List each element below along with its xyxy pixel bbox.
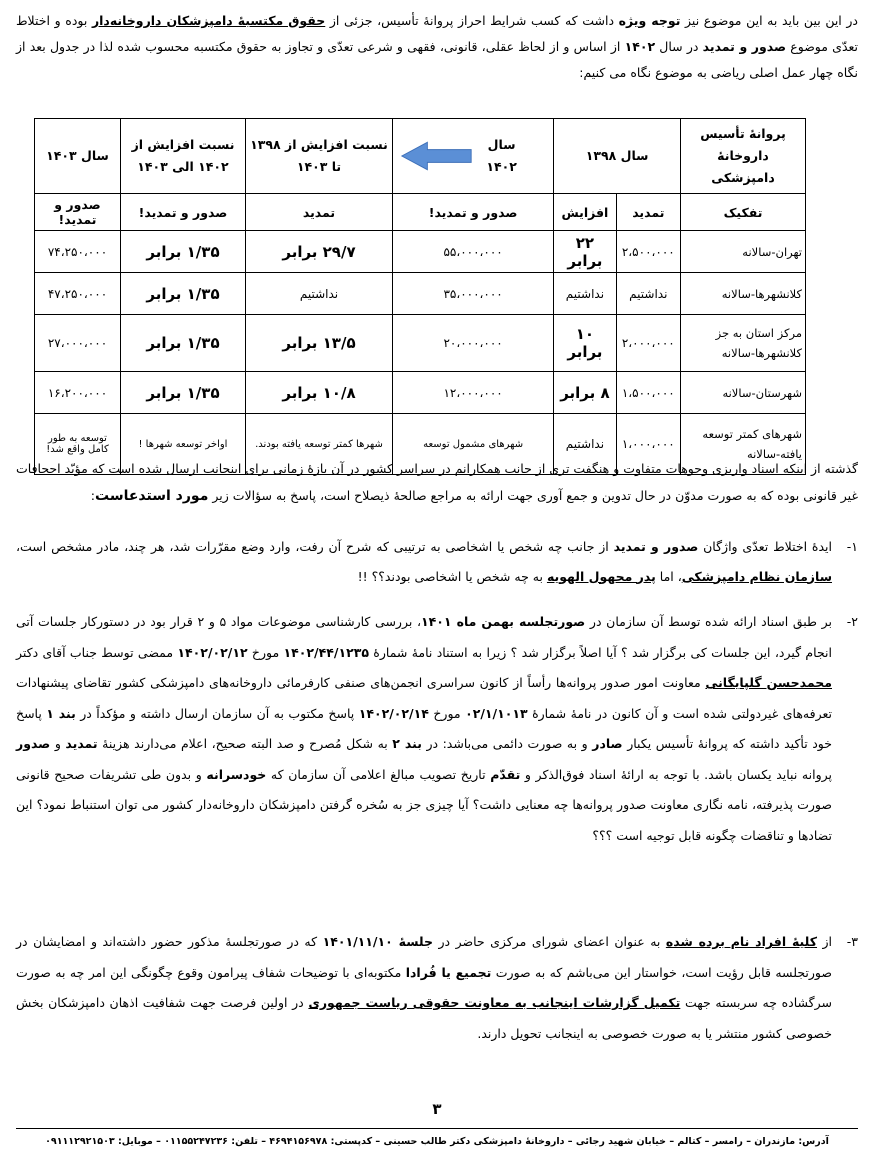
cell-increase: نداشتیم xyxy=(554,414,616,475)
subheader-increase: افزایش xyxy=(554,194,616,231)
cell-ratio-b: ۱/۳۵ برابر xyxy=(120,273,245,315)
header-category: پروانهٔ تأسیس داروخانهٔ دامپزشکی xyxy=(681,119,806,194)
row-label: تهران-سالانه xyxy=(681,231,806,273)
cell-1403: ۷۴،۲۵۰،۰۰۰ xyxy=(35,231,121,273)
item-number: ۱- xyxy=(846,539,858,554)
cell-1398: ۱،۰۰۰،۰۰۰ xyxy=(616,414,680,475)
cell-ratio-a: ۱۰/۸ برابر xyxy=(245,372,392,414)
table-row xyxy=(35,315,806,372)
cell-1402: ۲۰،۰۰۰،۰۰۰ xyxy=(392,315,553,372)
footer-address: آدرس: مازندران – رامسر – کتالم – خیابان شهید رجائی – داروخانهٔ دامپزشکی دکتر طالب حسینی – کدپستی: ۴۶۹۴۱۵۶۹۷۸ – تلفن: ۰۱۱۵۵۲۴۷۲۳۶ – موبایل: ۰۹۱۱۱۲۹۲۱۵۰۳ xyxy=(45,1136,829,1147)
cell-1403: ۱۶،۲۰۰،۰۰۰ xyxy=(35,372,121,414)
row-label: کلانشهرها-سالانه xyxy=(681,273,806,315)
cell-1398: ۲،۰۰۰،۰۰۰ xyxy=(616,315,680,372)
header-ratio-1398-1403: نسبت افزایش از ۱۳۹۸ تا ۱۴۰۳ xyxy=(245,119,392,194)
cell-1398: ۱،۵۰۰،۰۰۰ xyxy=(616,372,680,414)
subheader-renewal: تمدید xyxy=(616,194,680,231)
subheader-issue-renewal: صدور و تمدید! xyxy=(392,194,553,231)
footer-divider xyxy=(16,1128,858,1129)
header-year-1402: سال ۱۴۰۲ xyxy=(392,119,553,194)
cell-ratio-a: شهرها کمتر توسعه یافته بودند. xyxy=(245,414,392,475)
table-row xyxy=(35,231,806,273)
subheader-issue-renewal-2: صدور و تمدید! xyxy=(120,194,245,231)
table-row xyxy=(35,372,806,414)
cell-1403: توسعه به طور کامل واقع شد! xyxy=(35,414,121,475)
cell-increase: نداشتیم xyxy=(554,273,616,315)
row-label: شهرستان-سالانه xyxy=(681,372,806,414)
cell-increase: ۸ برابر xyxy=(554,372,616,414)
cell-ratio-b: ۱/۳۵ برابر xyxy=(120,315,245,372)
table-header-row xyxy=(35,119,806,194)
question-item-2: ۲- بر طبق اسناد ارائه شده توسط آن سازمان در صورتجلسه بهمن ماه ۱۴۰۱، بررسی کارشناسی موضوعات مواد ۵ و ۲ قرار بود در دستورکار جلسات آتی انجام گیرد، این جلسات کی برگزار شد ؟ آیا اصلاً برگزار شد ؟ زیرا به استناد نامهٔ شمارهٔ ۱۴۰۲/۴۴/۱۲۳۵ مورخ ۱۴۰۲/۰۲/۱۲ ممضی توسط جناب آقای دکتر محمدحسن گلپایگانی معاونت امور صدور پروانه‌ها رأساً از کانون سراسری انجمن‌های صنفی کارفرمائی داروخانه‌های دامپزشکی کشور تقاضای پیشنهادات تعرفه‌های غیردولتی شده است و آن کانون در نامهٔ شمارهٔ ۰۲/۱/۱۰۱۳ مورخ ۱۴۰۲/۰۲/۱۴ پاسخ مکتوب به آن سازمان ارسال داشته و مؤکداً در بند ۱ پاسخ خود تأکید داشته که پروانهٔ تأسیس یکبار صادر و به صورت دائمی می‌باشد: در بند ۲ به شکل مُصرح و صد البته صحیح، اعلام می‌دارند هزینهٔ تمدید و صدور پروانه نباید یکسان باشد. با توجه به ارائهٔ اسناد فوق‌الذکر و تقدّم تاریخ تصویب مبالغ اعلامی آن سازمان که خودسرانه و بدون طی تشریفات صحیح قانونی صورت پذیرفته، نامه نگاری معاونت صدور پروانه‌ها چه معنایی داشت؟ آیا چیزی جز به سُخره گرفتن دامپزشکان داروخانه‌دار کشور می توان استنباط نمود؟ این تضادها و تناقضات چگونه قابل توجیه است ؟؟؟ xyxy=(16,607,858,851)
cell-ratio-a: ۲۹/۷ برابر xyxy=(245,231,392,273)
cell-ratio-a: ۱۳/۵ برابر xyxy=(245,315,392,372)
table-subheader-row xyxy=(35,194,806,231)
row-label: شهرهای کمتر توسعه یافته-سالانه xyxy=(681,414,806,475)
cell-1403: ۴۷،۲۵۰،۰۰۰ xyxy=(35,273,121,315)
cell-ratio-b: ۱/۳۵ برابر xyxy=(120,372,245,414)
cell-1402: ۳۵،۰۰۰،۰۰۰ xyxy=(392,273,553,315)
question-item-1: ۱- ایدهٔ اختلاط تعدّی واژگان صدور و تمدید از جانب چه شخص یا اشخاصی به ترتیبی که شرح آن رفت، وارد وضع مقرّرات شد، هر چند، مادر مشخص است، سازمان نظام دامپزشکی، اما پدر مجهول الهویه به چه شخص یا اشخاصی بودند؟؟ !! xyxy=(16,532,858,591)
subheader-issue-renewal-3: صدور و تمدید! xyxy=(35,194,121,231)
left-arrow-icon xyxy=(400,139,473,173)
table-row xyxy=(35,273,806,315)
cell-increase: ۲۲ برابر xyxy=(554,231,616,273)
row-label: مرکز استان به جز کلانشهرها-سالانه xyxy=(681,315,806,372)
cell-ratio-b: ۱/۳۵ برابر xyxy=(120,231,245,273)
subheader-renewal-2: تمدید xyxy=(245,194,392,231)
cell-1402: ۵۵،۰۰۰،۰۰۰ xyxy=(392,231,553,273)
header-ratio-1402-1403: نسبت افزایش از ۱۴۰۲ الی ۱۴۰۳ xyxy=(120,119,245,194)
header-year-1398: سال ۱۳۹۸ xyxy=(554,119,681,194)
intro-paragraph: در این بین باید به این موضوع نیز توجه ویژه داشت که کسب شرایط احراز پروانهٔ تأسیس، جزئی از حقوق مکتسبهٔ دامپزشکان داروخانه‌دار بوده و اختلاط تعدّی موضوع صدور و تمدید در سال ۱۴۰۲ از اساس و از لحاظ عقلی، قانونی، فقهی و شرعی تعدّی و تجاوز به حقوق مکتسبه محسوب شده لذا در جدول بعد از نگاه چهار عمل اصلی ریاضی به موضوع نگاه می کنیم: xyxy=(16,13,859,80)
cell-1398: نداشتیم xyxy=(616,273,680,315)
cell-1398: ۲،۵۰۰،۰۰۰ xyxy=(616,231,680,273)
cell-ratio-a: نداشتیم xyxy=(245,273,392,315)
question-item-3: ۳- از کلیهٔ افراد نام برده شده به عنوان اعضای شورای مرکزی حاضر در جلسهٔ ۱۴۰۱/۱۱/۱۰ که در صورتجلسهٔ مذکور حضور داشته‌اند و امضایشان در صورتجلسه قابل رؤیت است، خواستار این می‌باشم که به صورت تجمیع یا فُرادا مکتوبه‌ای با توضیحات شفاف پیرامون وقوع چگونگی این امر چه به صورت سرگشاده چه سربسته جهت تکمیل گزارشات اینجانب به معاونت حقوقی ریاست جمهوری در اولین فرصت جهت شفافیت اذهان دامپزشکان بخش خصوصی کشور منتشر یا به صورت خصوصی به اینجانب تحویل دارند. xyxy=(16,927,858,1049)
cell-1402: شهرهای مشمول توسعه xyxy=(392,414,553,475)
cell-1403: ۲۷،۰۰۰،۰۰۰ xyxy=(35,315,121,372)
page-number: ۳ xyxy=(432,1100,442,1118)
middle-paragraph: گذشته از اینکه اسناد واریزی وجوهات متفاوت و هنگفت تری از جانب همکارانم در سراسر کشور در آن بازهٔ زمانی برای اینجانب ارسال شده است که مؤیّد اجحافات غیر قانونی بوده که به صورت مدوّن در حال تدوین و جمع آوری جهت ارائه به مراجع صالحهٔ ذیصلاح است، پاسخ به سؤالات زیر مورد استدعاست: xyxy=(16,461,858,504)
cell-ratio-b: اواخر توسعه شهرها ! xyxy=(120,414,245,475)
cell-increase: ۱۰ برابر xyxy=(554,315,616,372)
item-number: ۲- xyxy=(846,614,858,629)
header-year-1403: سال ۱۴۰۳ xyxy=(35,119,121,194)
subheader-breakdown: تفکیک xyxy=(681,194,806,231)
item-number: ۳- xyxy=(846,934,858,949)
fee-comparison-table xyxy=(34,118,806,475)
cell-1402: ۱۲،۰۰۰،۰۰۰ xyxy=(392,372,553,414)
